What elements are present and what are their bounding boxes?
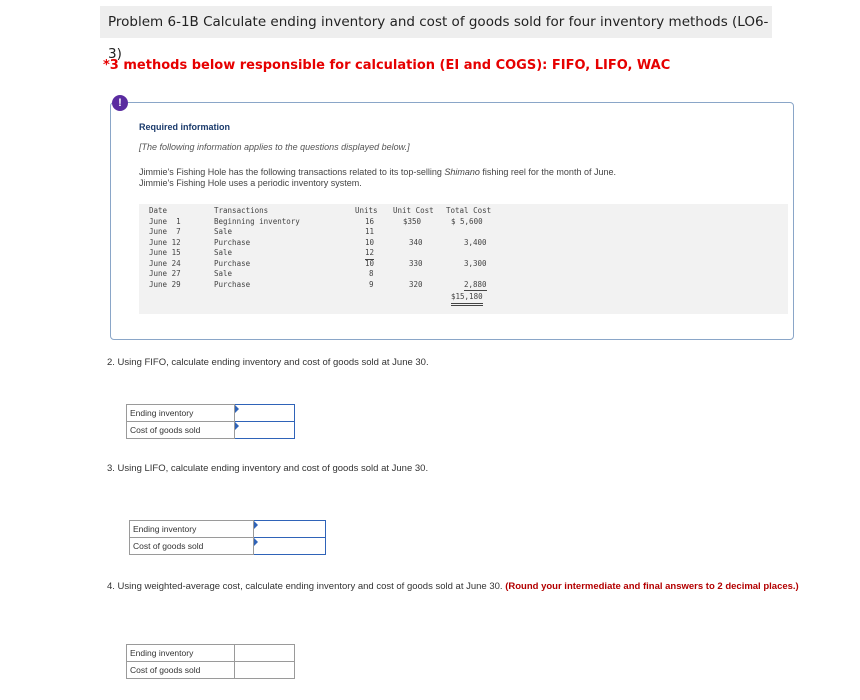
col-header-unit-cost: Unit Cost (393, 206, 434, 215)
row-date: June 27 (149, 269, 181, 278)
table-row (127, 645, 295, 662)
col-header-transactions: Transactions (214, 206, 269, 215)
table-row (127, 422, 295, 439)
fifo-answer-table (126, 404, 295, 439)
fifo-ending-inventory-input[interactable] (235, 405, 298, 421)
col-header-units: Units (355, 206, 378, 215)
row-transaction: Sale (214, 269, 233, 278)
col-header-total-cost: Total Cost (446, 206, 492, 215)
question-4 (107, 580, 807, 593)
alert-icon: ! (112, 95, 128, 111)
desc-line1-italic: Shimano (444, 167, 480, 177)
row-transaction: Sale (214, 227, 233, 236)
applies-note: [The following information applies to the questions displayed below.] (139, 142, 410, 152)
required-info-heading: Required information (139, 122, 231, 132)
table-row (130, 521, 326, 538)
desc-line1-a: Jimmie's Fishing Hole has the following transactions related to its top-selling (139, 167, 445, 177)
row-units: 8 (369, 269, 374, 278)
row-units: 10 (365, 258, 375, 268)
wac-cogs-input[interactable] (235, 662, 298, 678)
question-4-hint: (Round your intermediate and final answers to 2 decimal places.) (505, 581, 799, 592)
row-total-cost: 3,300 (464, 258, 487, 268)
row-units: 12 (365, 248, 374, 260)
problem-description (139, 167, 616, 189)
row-date: June 7 (149, 227, 181, 236)
row-transaction: Purchase (214, 258, 251, 268)
cogs-label: Cost of goods sold (130, 538, 254, 555)
row-transaction: Purchase (214, 279, 251, 289)
question-2: 2. Using FIFO, calculate ending inventory and cost of goods sold at June 30. (107, 357, 429, 368)
row-date: June 24 (149, 258, 181, 268)
row-unit-cost: 330 (409, 258, 423, 268)
table-row (127, 405, 295, 422)
table-row (130, 538, 326, 555)
row-transaction: Beginning inventory (214, 216, 300, 226)
col-header-date: Date (149, 206, 168, 215)
desc-line1-b: fishing reel for the month of June. (479, 167, 616, 177)
lifo-ending-inventory-cell (254, 521, 326, 538)
question-4-text: 4. Using weighted-average cost, calculate ending inventory and cost of goods sold at June 30. (107, 581, 506, 592)
lifo-cogs-input[interactable] (254, 538, 329, 554)
row-date: June 12 (149, 237, 181, 247)
methods-note: *3 methods below responsible for calculation (EI and COGS): FIFO, LIFO, WAC (103, 58, 671, 73)
row-units: 11 (365, 227, 375, 236)
lifo-answer-table (129, 520, 326, 555)
wac-ending-inventory-input[interactable] (235, 645, 298, 661)
fifo-ending-inventory-cell (235, 405, 295, 422)
row-unit-cost: 340 (409, 237, 423, 247)
row-transaction: Sale (214, 248, 233, 257)
row-total-cost: 2,880 (464, 280, 487, 292)
row-unit-cost: $350 (403, 216, 422, 226)
lifo-ending-inventory-input[interactable] (254, 521, 329, 537)
ending-inventory-label: Ending inventory (127, 405, 235, 422)
cogs-label: Cost of goods sold (127, 662, 235, 679)
desc-line2: Jimmie's Fishing Hole uses a periodic inventory system. (139, 178, 362, 188)
row-date: June 15 (149, 248, 181, 257)
row-date: June 29 (149, 279, 181, 289)
table-row (127, 662, 295, 679)
row-units: 10 (365, 237, 375, 247)
transactions-table (139, 204, 788, 314)
cogs-label: Cost of goods sold (127, 422, 235, 439)
fifo-cogs-input[interactable] (235, 422, 298, 438)
row-transaction: Purchase (214, 237, 251, 247)
ending-inventory-label: Ending inventory (127, 645, 235, 662)
wac-answer-table (126, 644, 295, 679)
wac-cogs-cell (235, 662, 295, 679)
row-unit-cost: 320 (409, 279, 423, 289)
row-date: June 1 (149, 216, 181, 226)
grand-total: $15,180 (451, 292, 483, 306)
ending-inventory-label: Ending inventory (130, 521, 254, 538)
row-total-cost: $ 5,600 (451, 216, 483, 226)
row-total-cost: 3,400 (464, 237, 487, 247)
question-3: 3. Using LIFO, calculate ending inventory and cost of goods sold at June 30. (107, 463, 429, 474)
wac-ending-inventory-cell (235, 645, 295, 662)
row-units: 16 (365, 216, 375, 226)
problem-title: Problem 6-1B Calculate ending inventory and cost of goods sold for four inventory methods (LO6-3) (100, 6, 772, 38)
fifo-cogs-cell (235, 422, 295, 439)
lifo-cogs-cell (254, 538, 326, 555)
row-units: 9 (369, 279, 374, 289)
